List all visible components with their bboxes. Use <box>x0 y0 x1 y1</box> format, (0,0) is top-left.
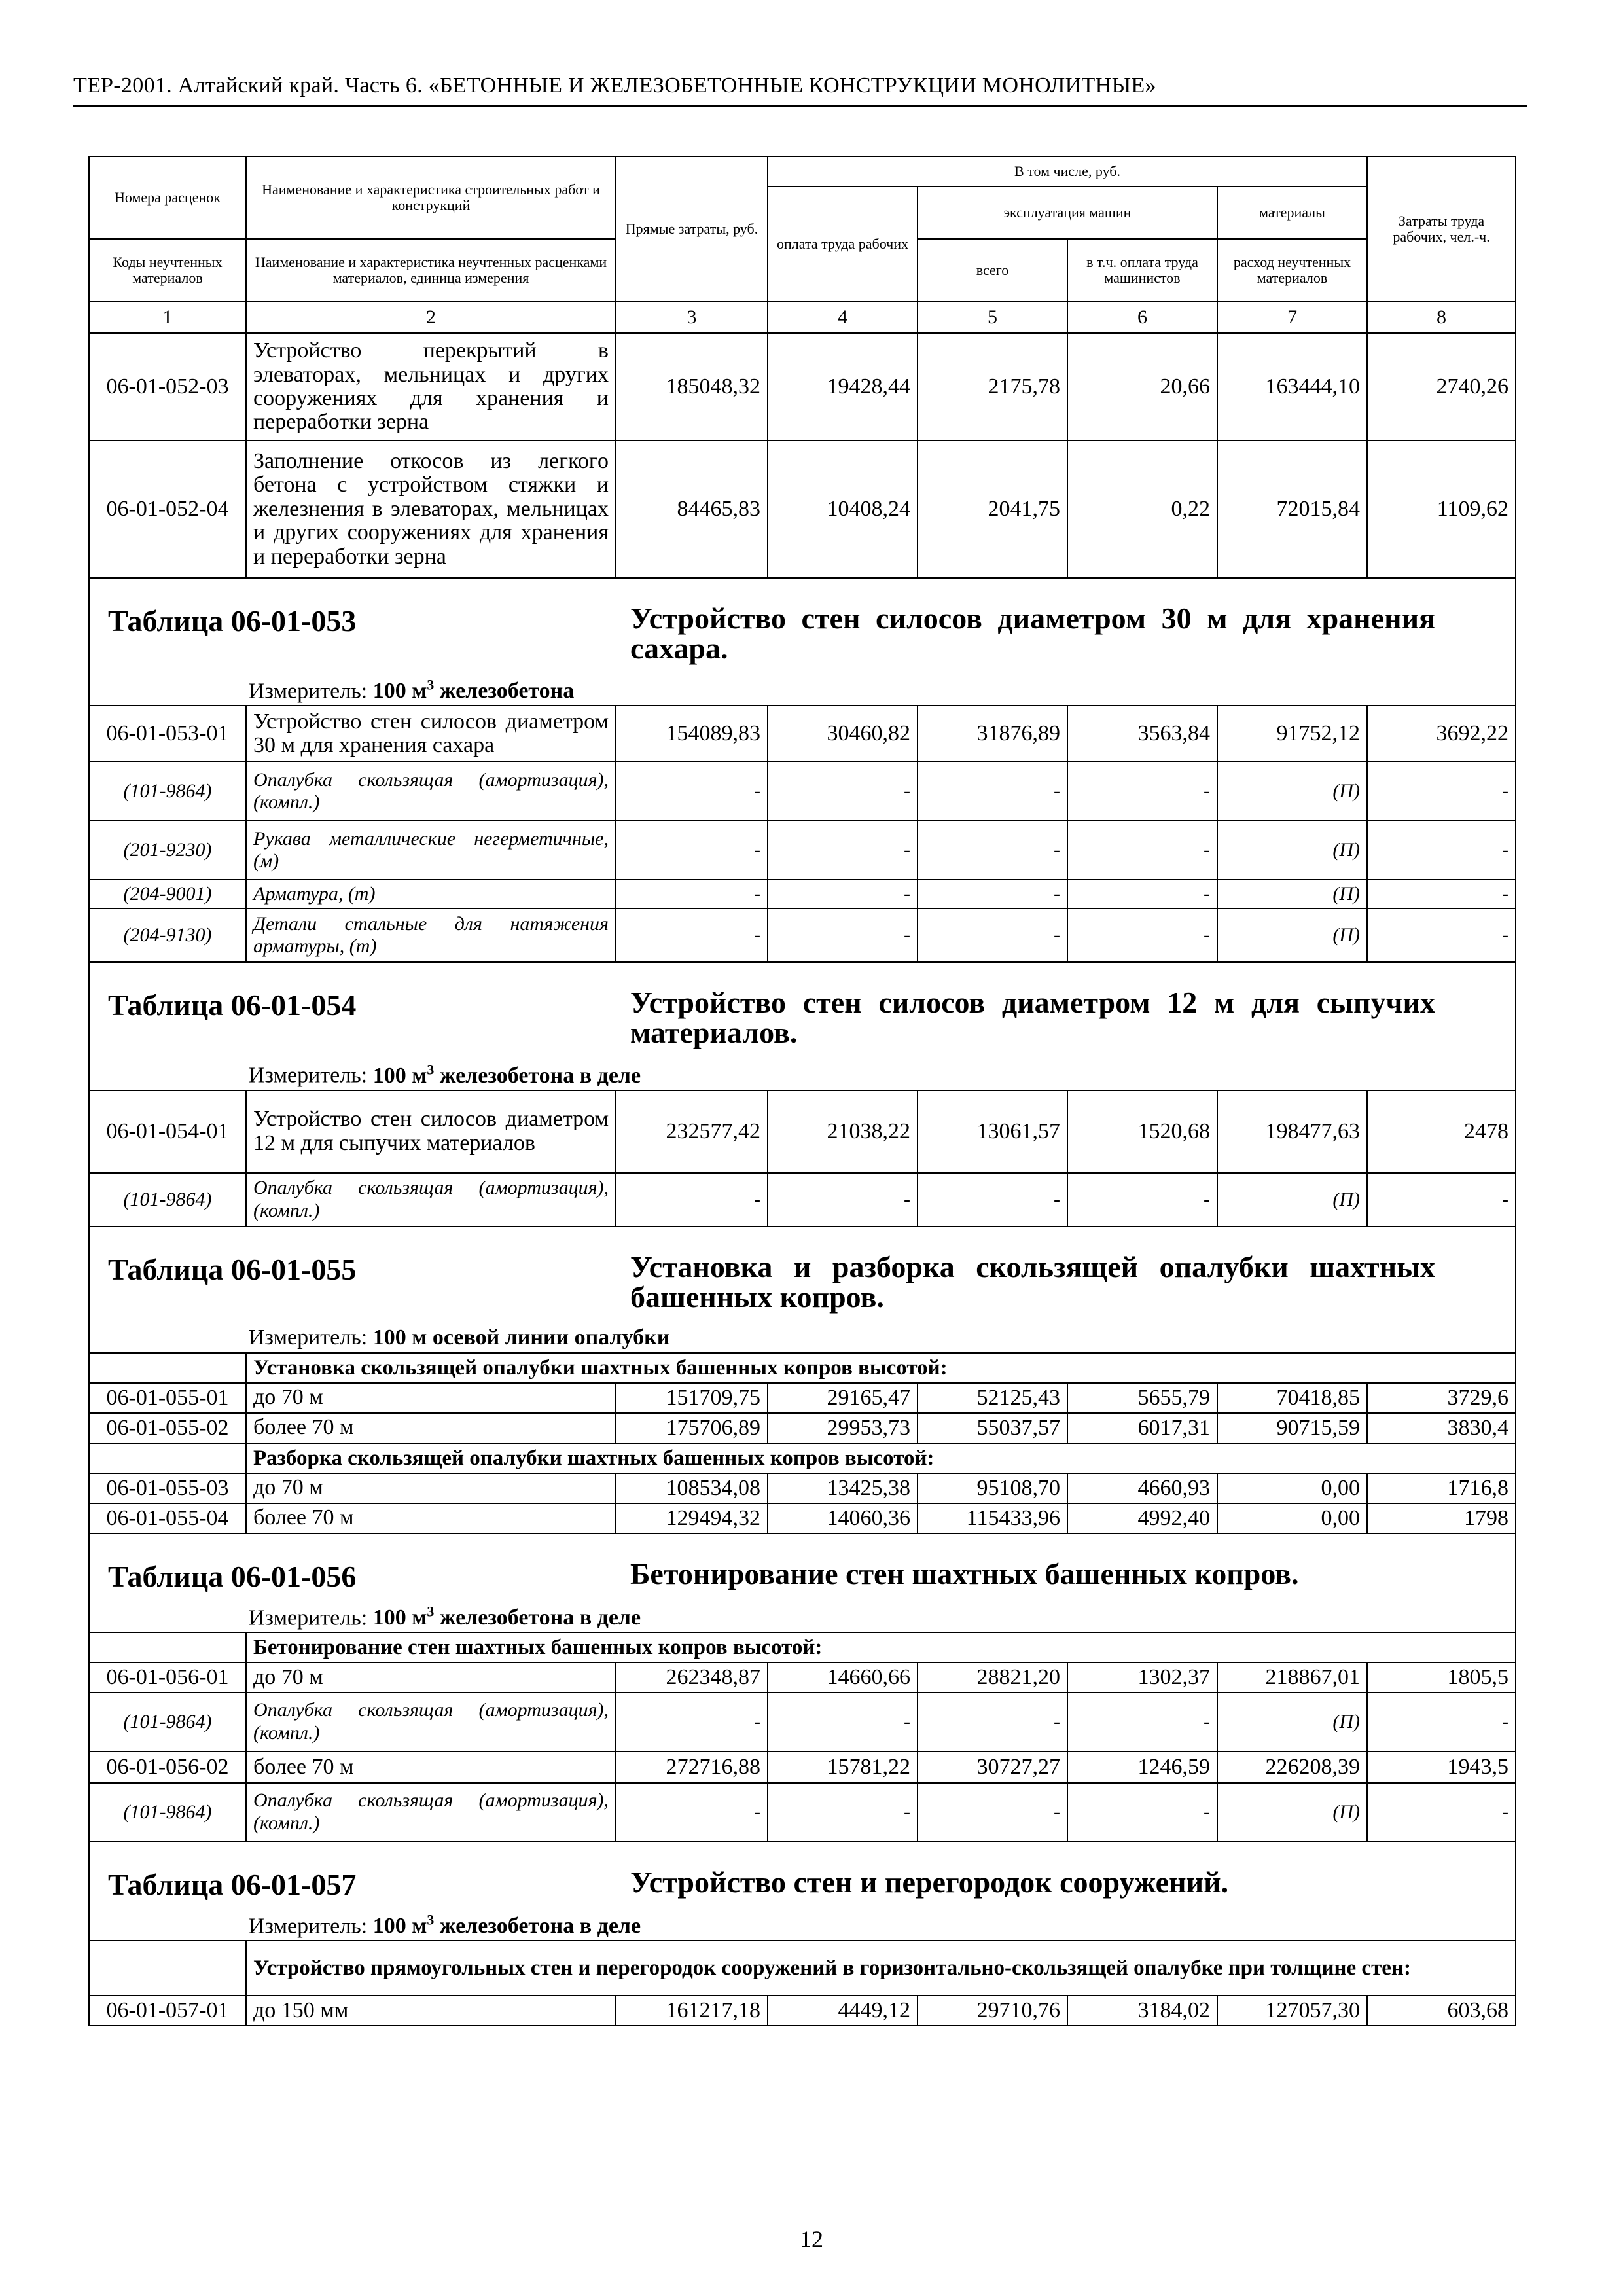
material-row <box>89 762 1516 821</box>
table-title-box <box>90 963 1515 1060</box>
labor-pay-value: 13425,38 <box>768 1473 918 1503</box>
meter-unit: 100 м <box>372 679 427 704</box>
col-unaccounted-names: Наименование и характеристика неучтенных расценками материалов, единица измерения <box>246 239 616 302</box>
subheading-row <box>89 1632 1516 1662</box>
materials-cost-value: 72015,84 <box>1217 440 1367 578</box>
subheading: Бетонирование стен шахтных башенных копров высотой: <box>246 1632 1516 1662</box>
table-title: Установка и разборка скользящей опалубки шахтных башенных копров. <box>630 1249 1435 1314</box>
machinist-pay-value: - <box>1067 762 1217 821</box>
labor-hours-value: 603,68 <box>1367 1996 1516 2026</box>
rate-name: до 70 м <box>246 1383 616 1413</box>
column-number: 7 <box>1217 302 1367 333</box>
labor-pay-value: - <box>768 908 918 962</box>
machine-total-value: 55037,57 <box>918 1413 1067 1443</box>
column-numbers-row <box>89 302 1516 333</box>
labor-pay-value: - <box>768 1693 918 1751</box>
direct-costs-value: 185048,32 <box>616 333 768 440</box>
labor-pay-value: 4449,12 <box>768 1996 918 2026</box>
materials-cost-value: 218867,01 <box>1217 1662 1367 1693</box>
materials-cost-value: 127057,30 <box>1217 1996 1367 2026</box>
material-code: (101-9864) <box>89 762 246 821</box>
meter-value <box>373 1325 670 1350</box>
subheading-row <box>89 1353 1516 1383</box>
col-work-name: Наименование и характеристика строительных работ и конструкций <box>246 156 616 239</box>
meter-prefix: Измеритель: <box>249 1914 368 1939</box>
rate-code: 06-01-057-01 <box>89 1996 246 2026</box>
table-title-box <box>90 1842 1515 1910</box>
table-title-box <box>90 1227 1515 1324</box>
meter-value <box>372 1911 641 1939</box>
table-title-cell <box>89 1227 1516 1324</box>
labor-hours-value: - <box>1367 762 1516 821</box>
labor-hours-value: 3830,4 <box>1367 1413 1516 1443</box>
rate-name: более 70 м <box>246 1413 616 1443</box>
machine-total-value: - <box>918 1783 1067 1842</box>
labor-pay-value: 10408,24 <box>768 440 918 578</box>
machine-total-value: 52125,43 <box>918 1383 1067 1413</box>
labor-pay-value: - <box>768 1783 918 1842</box>
machine-total-value: - <box>918 821 1067 880</box>
machine-total-value: 2041,75 <box>918 440 1067 578</box>
machine-total-value: - <box>918 880 1067 908</box>
rate-code: 06-01-055-03 <box>89 1473 246 1503</box>
material-row <box>89 880 1516 908</box>
meter-suffix: железобетона в деле <box>439 1063 641 1088</box>
meter-cell <box>89 675 1516 706</box>
direct-costs-value: 129494,32 <box>616 1503 768 1534</box>
direct-costs-value: 262348,87 <box>616 1662 768 1693</box>
labor-pay-value: 29953,73 <box>768 1413 918 1443</box>
machinist-pay-value: - <box>1067 1173 1217 1227</box>
rate-code: 06-01-055-04 <box>89 1503 246 1534</box>
column-number: 8 <box>1367 302 1516 333</box>
labor-hours-value: 1716,8 <box>1367 1473 1516 1503</box>
meter-row <box>89 1910 1516 1941</box>
col-unaccounted-codes: Коды неучтенных материалов <box>89 239 246 302</box>
labor-hours-value: 2740,26 <box>1367 333 1516 440</box>
materials-cost-value: 163444,10 <box>1217 333 1367 440</box>
materials-cost-value: (П) <box>1217 880 1367 908</box>
machinist-pay-value: 4992,40 <box>1067 1503 1217 1534</box>
direct-costs-value: - <box>616 821 768 880</box>
machine-total-value: 95108,70 <box>918 1473 1067 1503</box>
machinist-pay-value: 3184,02 <box>1067 1996 1217 2026</box>
materials-cost-value: 226208,39 <box>1217 1751 1367 1783</box>
table-title-cell <box>89 962 1516 1060</box>
machinist-pay-value: - <box>1067 880 1217 908</box>
machine-total-value: - <box>918 762 1067 821</box>
table-title-cell <box>89 578 1516 675</box>
subheading: Устройство прямоугольных стен и перегородок сооружений в горизонтально-скользящей опалубке при толщине стен: <box>246 1941 1516 1996</box>
col-incl: В том числе, руб. <box>768 156 1367 187</box>
col-materials: материалы <box>1217 187 1367 239</box>
machine-total-value: - <box>918 1173 1067 1227</box>
labor-pay-value: 21038,22 <box>768 1090 918 1173</box>
material-row <box>89 1173 1516 1227</box>
column-number: 1 <box>89 302 246 333</box>
rate-name: более 70 м <box>246 1503 616 1534</box>
machine-total-value: 2175,78 <box>918 333 1067 440</box>
col-total: всего <box>918 239 1067 302</box>
meter-value <box>373 1605 641 1630</box>
direct-costs-value: - <box>616 1173 768 1227</box>
labor-hours-value: 1943,5 <box>1367 1751 1516 1783</box>
table-title-row <box>89 1842 1516 1910</box>
spacer-cell <box>89 1443 246 1473</box>
direct-costs-value: 108534,08 <box>616 1473 768 1503</box>
header-row-1 <box>89 156 1516 187</box>
rate-row <box>89 1413 1516 1443</box>
spacer-cell <box>89 1941 246 1996</box>
rate-name: Устройство стен силосов диаметром 30 м для хранения сахара <box>246 706 616 762</box>
materials-cost-value: (П) <box>1217 908 1367 962</box>
material-row <box>89 821 1516 880</box>
rate-row <box>89 1662 1516 1693</box>
machinist-pay-value: 3563,84 <box>1067 706 1217 762</box>
labor-hours-value: 3729,6 <box>1367 1383 1516 1413</box>
labor-pay-value: 29165,47 <box>768 1383 918 1413</box>
column-number: 3 <box>616 302 768 333</box>
material-code: (101-9864) <box>89 1173 246 1227</box>
labor-pay-value: - <box>768 1173 918 1227</box>
meter-prefix: Измеритель: <box>249 1063 368 1088</box>
materials-cost-value: (П) <box>1217 1693 1367 1751</box>
materials-cost-value: 70418,85 <box>1217 1383 1367 1413</box>
material-name: Арматура, (т) <box>246 880 616 908</box>
materials-cost-value: 0,00 <box>1217 1503 1367 1534</box>
materials-cost-value: (П) <box>1217 1173 1367 1227</box>
labor-hours-value: - <box>1367 1173 1516 1227</box>
labor-pay-value: 30460,82 <box>768 706 918 762</box>
direct-costs-value: - <box>616 1783 768 1842</box>
rate-code: 06-01-052-04 <box>89 440 246 578</box>
subheading: Разборка скользящей опалубки шахтных башенных копров высотой: <box>246 1443 1516 1473</box>
materials-cost-value: 91752,12 <box>1217 706 1367 762</box>
direct-costs-value: - <box>616 762 768 821</box>
rate-code: 06-01-055-02 <box>89 1413 246 1443</box>
meter-suffix: железобетона в деле <box>439 1605 641 1630</box>
meter-cell <box>89 1910 1516 1941</box>
direct-costs-value: - <box>616 1693 768 1751</box>
header-rule <box>73 105 1527 107</box>
meter-row <box>89 1602 1516 1632</box>
machinist-pay-value: - <box>1067 1693 1217 1751</box>
machinist-pay-value: 6017,31 <box>1067 1413 1217 1443</box>
col-direct-costs: Прямые затраты, руб. <box>616 156 768 302</box>
meter-row <box>89 1060 1516 1090</box>
rate-name: Заполнение откосов из легкого бетона с устройством стяжки и железнения в элеваторах, мельницах и других сооружениях для хранения и переработки зерна <box>246 440 616 578</box>
column-number: 4 <box>768 302 918 333</box>
rate-name: Устройство перекрытий в элеваторах, мельницах и других сооружениях для хранения и переработки зерна <box>246 333 616 440</box>
meter-unit: 100 м <box>372 1914 427 1939</box>
machine-total-value: 13061,57 <box>918 1090 1067 1173</box>
table-title-cell <box>89 1534 1516 1602</box>
table-title: Устройство стен и перегородок сооружений. <box>630 1865 1229 1899</box>
material-name: Опалубка скользящая (амортизация), (компл.) <box>246 1173 616 1227</box>
column-number: 6 <box>1067 302 1217 333</box>
material-name: Детали стальные для натяжения арматуры, (т) <box>246 908 616 962</box>
rate-name: до 70 м <box>246 1662 616 1693</box>
direct-costs-value: - <box>616 908 768 962</box>
meter-exponent: 3 <box>427 1603 435 1620</box>
rate-row <box>89 1383 1516 1413</box>
rate-row <box>89 333 1516 440</box>
materials-cost-value: 90715,59 <box>1217 1413 1367 1443</box>
machine-total-value: - <box>918 908 1067 962</box>
machinist-pay-value: 4660,93 <box>1067 1473 1217 1503</box>
labor-pay-value: - <box>768 880 918 908</box>
machinist-pay-value: 20,66 <box>1067 333 1217 440</box>
table-title-cell <box>89 1842 1516 1910</box>
document-header: ТЕР-2001. Алтайский край. Часть 6. «БЕТОННЫЕ И ЖЕЛЕЗОБЕТОННЫЕ КОНСТРУКЦИИ МОНОЛИТНЫЕ» <box>73 73 1156 98</box>
table-title-row <box>89 578 1516 675</box>
labor-pay-value: 15781,22 <box>768 1751 918 1783</box>
table-label: Таблица 06-01-056 <box>108 1559 357 1593</box>
table-title: Устройство стен силосов диаметром 12 м для сыпучих материалов. <box>630 986 1435 1050</box>
col-incl-machinist: в т.ч. оплата труда машинистов <box>1067 239 1217 302</box>
material-name: Опалубка скользящая (амортизация), (компл.) <box>246 1693 616 1751</box>
rate-code: 06-01-053-01 <box>89 706 246 762</box>
material-code: (101-9864) <box>89 1783 246 1842</box>
table-title: Устройство стен силосов диаметром 30 м для хранения сахара. <box>630 601 1435 665</box>
meter-row <box>89 675 1516 706</box>
table-label: Таблица 06-01-054 <box>108 988 357 1022</box>
col-labor-pay: оплата труда рабочих <box>768 187 918 302</box>
labor-hours-value: 1798 <box>1367 1503 1516 1534</box>
material-name: Опалубка скользящая (амортизация), (компл.) <box>246 762 616 821</box>
machine-total-value: 28821,20 <box>918 1662 1067 1693</box>
rate-code: 06-01-056-02 <box>89 1751 246 1783</box>
meter-prefix: Измеритель: <box>249 1325 368 1350</box>
rate-code: 06-01-052-03 <box>89 333 246 440</box>
direct-costs-value: 84465,83 <box>616 440 768 578</box>
table-label: Таблица 06-01-055 <box>108 1252 357 1286</box>
material-code: (201-9230) <box>89 821 246 880</box>
rate-row <box>89 440 1516 578</box>
machinist-pay-value: 1246,59 <box>1067 1751 1217 1783</box>
materials-cost-value: (П) <box>1217 1783 1367 1842</box>
subheading-row <box>89 1941 1516 1996</box>
machinist-pay-value: 5655,79 <box>1067 1383 1217 1413</box>
labor-hours-value: - <box>1367 821 1516 880</box>
material-name: Рукава металлические негерметичные, (м) <box>246 821 616 880</box>
table-title-box <box>90 1534 1515 1602</box>
column-number: 5 <box>918 302 1067 333</box>
meter-prefix: Измеритель: <box>249 679 368 704</box>
direct-costs-value: 175706,89 <box>616 1413 768 1443</box>
material-code: (204-9130) <box>89 908 246 962</box>
meter-unit: 100 м <box>372 1063 427 1088</box>
labor-hours-value: - <box>1367 880 1516 908</box>
rate-code: 06-01-056-01 <box>89 1662 246 1693</box>
rate-row <box>89 1996 1516 2026</box>
materials-cost-value: (П) <box>1217 821 1367 880</box>
materials-cost-value: 0,00 <box>1217 1473 1367 1503</box>
rate-name: Устройство стен силосов диаметром 12 м для сыпучих материалов <box>246 1090 616 1173</box>
meter-suffix: железобетона в деле <box>439 1914 641 1939</box>
column-number: 2 <box>246 302 616 333</box>
materials-cost-value: (П) <box>1217 762 1367 821</box>
rate-row <box>89 1751 1516 1783</box>
meter-unit: 100 м осевой линии опалубки <box>372 1325 670 1350</box>
direct-costs-value: 232577,42 <box>616 1090 768 1173</box>
machinist-pay-value: - <box>1067 821 1217 880</box>
spacer-cell <box>89 1632 246 1662</box>
subheading: Установка скользящей опалубки шахтных башенных копров высотой: <box>246 1353 1516 1383</box>
labor-hours-value: - <box>1367 1693 1516 1751</box>
machine-total-value: - <box>918 1693 1067 1751</box>
machinist-pay-value: 1302,37 <box>1067 1662 1217 1693</box>
rate-row <box>89 706 1516 762</box>
spacer-cell <box>89 1353 246 1383</box>
meter-suffix: железобетона <box>439 679 575 704</box>
rates-table <box>88 156 1516 2026</box>
material-name: Опалубка скользящая (амортизация), (компл.) <box>246 1783 616 1842</box>
rate-row <box>89 1473 1516 1503</box>
direct-costs-value: 151709,75 <box>616 1383 768 1413</box>
labor-hours-value: 2478 <box>1367 1090 1516 1173</box>
direct-costs-value: 161217,18 <box>616 1996 768 2026</box>
rate-row <box>89 1090 1516 1173</box>
material-row <box>89 908 1516 962</box>
table-title-row <box>89 1227 1516 1324</box>
labor-hours-value: 1805,5 <box>1367 1662 1516 1693</box>
meter-cell <box>89 1060 1516 1090</box>
machinist-pay-value: - <box>1067 1783 1217 1842</box>
rate-name: до 70 м <box>246 1473 616 1503</box>
col-unaccounted-consumption: расход неучтенных материалов <box>1217 239 1367 302</box>
col-labor-costs: Затраты труда рабочих, чел.-ч. <box>1367 156 1516 302</box>
table-label: Таблица 06-01-053 <box>108 604 357 637</box>
materials-cost-value: 198477,63 <box>1217 1090 1367 1173</box>
rate-code: 06-01-055-01 <box>89 1383 246 1413</box>
table-title-row <box>89 1534 1516 1602</box>
material-row <box>89 1693 1516 1751</box>
labor-pay-value: 14660,66 <box>768 1662 918 1693</box>
labor-pay-value: - <box>768 762 918 821</box>
labor-pay-value: 14060,36 <box>768 1503 918 1534</box>
rate-row <box>89 1503 1516 1534</box>
col-machine-operation: эксплуатация машин <box>918 187 1217 239</box>
labor-hours-value: - <box>1367 908 1516 962</box>
table-title-box <box>90 579 1515 675</box>
meter-cell <box>89 1602 1516 1632</box>
col-rate-numbers: Номера расценок <box>89 156 246 239</box>
table-title-row <box>89 962 1516 1060</box>
machine-total-value: 115433,96 <box>918 1503 1067 1534</box>
rate-name: до 150 мм <box>246 1996 616 2026</box>
meter-exponent: 3 <box>427 1911 435 1928</box>
rate-code: 06-01-054-01 <box>89 1090 246 1173</box>
direct-costs-value: 154089,83 <box>616 706 768 762</box>
labor-hours-value: 1109,62 <box>1367 440 1516 578</box>
material-row <box>89 1783 1516 1842</box>
meter-value <box>373 679 575 703</box>
table-title: Бетонирование стен шахтных башенных копров. <box>630 1556 1299 1590</box>
meter-prefix: Измеритель: <box>249 1605 368 1630</box>
material-code: (204-9001) <box>89 880 246 908</box>
machinist-pay-value: - <box>1067 908 1217 962</box>
machine-total-value: 30727,27 <box>918 1751 1067 1783</box>
meter-exponent: 3 <box>427 1061 435 1078</box>
page-number: 12 <box>800 2226 823 2252</box>
meter-exponent: 3 <box>427 677 435 693</box>
labor-pay-value: - <box>768 821 918 880</box>
meter-unit: 100 м <box>372 1605 427 1630</box>
direct-costs-value: 272716,88 <box>616 1751 768 1783</box>
rate-name: более 70 м <box>246 1751 616 1783</box>
labor-hours-value: - <box>1367 1783 1516 1842</box>
labor-hours-value: 3692,22 <box>1367 706 1516 762</box>
material-code: (101-9864) <box>89 1693 246 1751</box>
direct-costs-value: - <box>616 880 768 908</box>
labor-pay-value: 19428,44 <box>768 333 918 440</box>
table-label: Таблица 06-01-057 <box>108 1867 357 1901</box>
machine-total-value: 31876,89 <box>918 706 1067 762</box>
machinist-pay-value: 1520,68 <box>1067 1090 1217 1173</box>
machinist-pay-value: 0,22 <box>1067 440 1217 578</box>
machine-total-value: 29710,76 <box>918 1996 1067 2026</box>
subheading-row <box>89 1443 1516 1473</box>
meter-value <box>372 1061 641 1088</box>
meter-cell <box>89 1324 1516 1353</box>
meter-row <box>89 1324 1516 1353</box>
